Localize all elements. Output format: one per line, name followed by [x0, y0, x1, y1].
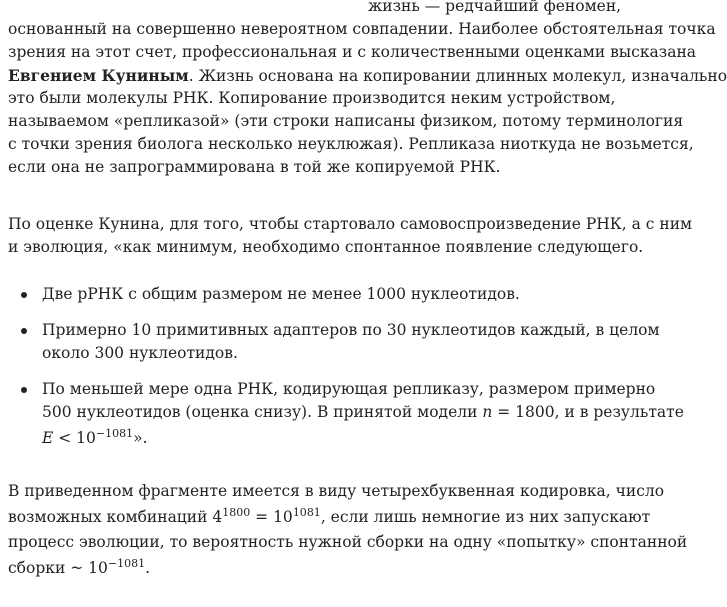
text-fragment: сборки ~ 10: [8, 559, 108, 577]
exponent: −1081: [107, 557, 146, 570]
text-fragment: .: [145, 559, 151, 577]
bullet-icon: [21, 292, 27, 298]
text-line: зрения на этот счет, профессиональная и с количественными оценками высказана: [8, 43, 697, 61]
text-line: это были молекулы РНК. Копирование производится неким устройством,: [8, 89, 616, 107]
exponent-base: 10: [292, 506, 307, 519]
text-line: По меньшей мере одна РНК, кодирующая репликазу, размером примерно: [42, 380, 656, 398]
text-fragment: < 10: [53, 429, 96, 447]
exponent: 1800: [222, 506, 251, 519]
text-line: В приведенном фрагменте имеется в виду четырехбуквенная кодировка, число: [8, 482, 665, 500]
text-line: и эволюция, «как минимум, необходимо спонтанное появление следующего.: [8, 238, 644, 256]
text-line: с точки зрения биолога несколько неуклюжая). Репликаза ниоткуда не возьмется,: [8, 135, 694, 153]
list-item: [8, 283, 684, 306]
text-fragment: 500 нуклеотидов (оценка снизу). В принятой модели: [42, 403, 483, 421]
text-line: около 300 нуклеотидов.: [42, 344, 238, 362]
paragraph-kunin-intro: [8, 0, 727, 179]
text-line: [8, 64, 727, 87]
author-name-bold: Евгением Куниным: [8, 66, 189, 85]
exponent: −1081: [95, 427, 134, 440]
text-line: если она не запрограммирована в той же копируемой РНК.: [8, 158, 501, 176]
list-item: [8, 378, 684, 452]
text-fragment: ».: [133, 429, 148, 447]
list-item: [8, 319, 684, 365]
text-fragment: . Жизнь основана на копировании длинных молекул, изначально: [188, 67, 727, 85]
paragraph-probability: [8, 480, 687, 582]
text-line: жизнь — редчайший феномен,: [368, 0, 622, 15]
text-fragment: = 10: [250, 508, 293, 526]
exponent: [293, 506, 321, 519]
text-line: Две рРНК с общим размером не менее 1000 нуклеотидов.: [42, 285, 520, 303]
text-line: [42, 401, 684, 424]
bullet-icon: [21, 387, 27, 393]
text-fragment: возможных комбинаций 4: [8, 508, 223, 526]
text-fragment: , если лишь немногие из них запускают: [320, 508, 651, 526]
nested-exponent: 81: [306, 506, 321, 519]
text-line: [8, 554, 687, 582]
text-line: называемом «репликазой» (эти строки написаны физиком, потому терминология: [8, 112, 684, 130]
text-line: основанный на совершенно невероятном совпадении. Наиболее обстоятельная точка: [8, 20, 716, 38]
bullet-icon: [21, 328, 27, 334]
text-fragment: = 1800, и в результате: [492, 403, 684, 421]
text-line: По оценке Кунина, для того, чтобы стартовало самовоспроизведение РНК, а с ним: [8, 215, 693, 233]
math-variable-n: n: [482, 403, 493, 421]
text-line: [42, 424, 684, 452]
paragraph-kunin-estimate: [8, 213, 692, 259]
text-line: Примерно 10 примитивных адаптеров по 30 нуклеотидов каждый, в целом: [42, 321, 660, 339]
math-variable-e: E: [42, 429, 54, 447]
requirements-list: [8, 283, 684, 452]
text-line: процесс эволюции, то вероятность нужной сборки на одну «попытку» спонтанной: [8, 533, 688, 551]
text-line: [8, 503, 687, 531]
